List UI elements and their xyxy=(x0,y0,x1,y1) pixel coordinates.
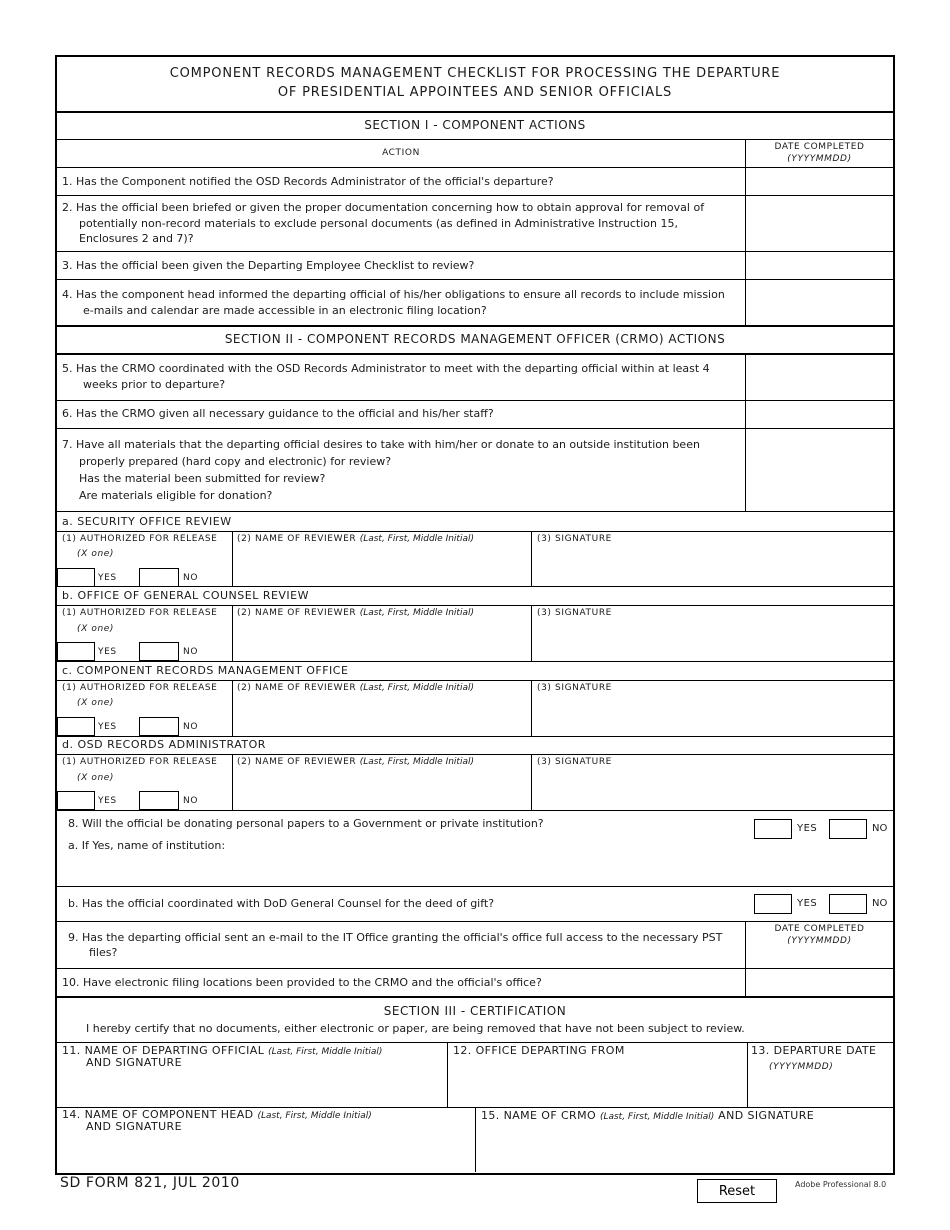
field-13-label: 13. DEPARTURE DATE xyxy=(751,1044,877,1057)
signature-field[interactable] xyxy=(533,622,891,660)
date-column-header: DATE COMPLETED xyxy=(774,142,865,152)
question-5-line1: 5. Has the CRMO coordinated with the OSD Records Administrator to meet with the departing official within at least 4 xyxy=(62,362,710,375)
q8-yes-checkbox[interactable] xyxy=(754,819,792,839)
divider xyxy=(57,251,893,252)
divider xyxy=(57,111,893,113)
form-number: SD FORM 821, JUL 2010 xyxy=(60,1175,240,1191)
no-checkbox[interactable] xyxy=(139,642,179,661)
field-14-format: (Last, First, Middle Initial) xyxy=(257,1111,372,1121)
software-version: Adobe Professional 8.0 xyxy=(795,1180,887,1189)
field-15-format: (Last, First, Middle Initial) xyxy=(599,1112,715,1122)
date-format-hint: (YYYYMMDD) xyxy=(787,154,852,164)
divider xyxy=(57,511,893,512)
certification-text: I hereby certify that no documents, either electronic or paper, are being removed that have not been subject to review. xyxy=(86,1022,745,1035)
review-title: d. OSD RECORDS ADMINISTRATOR xyxy=(62,738,266,751)
field-14-label-line2: AND SIGNATURE xyxy=(86,1120,182,1133)
reviewer-name-field[interactable] xyxy=(234,697,530,735)
yes-label: YES xyxy=(98,722,117,732)
divider xyxy=(57,754,893,755)
reviewer-label-text: (2) NAME OF REVIEWER xyxy=(237,683,357,693)
x-one-hint: (X one) xyxy=(77,624,114,634)
authorized-label: (1) AUTHORIZED FOR RELEASE xyxy=(62,608,218,618)
field-13-format: (YYYYMMDD) xyxy=(769,1062,834,1072)
yes-checkbox[interactable] xyxy=(57,791,95,810)
no-checkbox[interactable] xyxy=(139,791,179,810)
question-4-line1: 4. Has the component head informed the departing official of his/her obligations to ensure all records to include mission xyxy=(62,288,725,301)
signature-field[interactable] xyxy=(533,771,891,809)
column-rule xyxy=(232,754,233,810)
question-5-line2: weeks prior to departure? xyxy=(83,378,226,391)
question-2-line3: Enclosures 2 and 7)? xyxy=(79,232,194,245)
date-column-rule xyxy=(745,353,746,511)
divider xyxy=(57,167,893,168)
yes-label: YES xyxy=(98,647,117,657)
question-7-line1: 7. Have all materials that the departing official desires to take with him/her or donate to an outside institution been xyxy=(62,438,700,451)
divider xyxy=(57,996,893,998)
question-9-line1: 9. Has the departing official sent an e-mail to the IT Office granting the official's office full access to the necessary PST xyxy=(68,931,723,944)
reviewer-name-field[interactable] xyxy=(234,622,530,660)
q8-no-checkbox[interactable] xyxy=(829,819,867,839)
signature-field[interactable] xyxy=(533,548,891,585)
crmo-name-field[interactable] xyxy=(478,1126,890,1170)
q8-yes-label: YES xyxy=(797,823,818,834)
section3-heading: SECTION III - CERTIFICATION xyxy=(383,1004,567,1018)
reset-button[interactable]: Reset xyxy=(697,1179,777,1203)
departing-official-field[interactable] xyxy=(60,1072,444,1106)
field-15-title: 15. NAME OF CRMO xyxy=(481,1109,597,1122)
divider xyxy=(57,428,893,429)
component-head-field[interactable] xyxy=(60,1136,472,1170)
q8b-no-checkbox[interactable] xyxy=(829,894,867,914)
reviewer-format-hint: (Last, First, Middle Initial) xyxy=(359,683,474,693)
institution-name-field[interactable] xyxy=(240,838,880,882)
reviewer-name-label xyxy=(237,682,474,694)
divider xyxy=(57,680,893,681)
no-label: NO xyxy=(183,573,199,583)
divider xyxy=(57,605,893,606)
departure-date-field[interactable] xyxy=(750,1076,890,1106)
review-title: a. SECURITY OFFICE REVIEW xyxy=(62,515,232,528)
authorized-label: (1) AUTHORIZED FOR RELEASE xyxy=(62,534,218,544)
reviewer-name-label xyxy=(237,533,474,545)
question-2-line2: potentially non-record materials to exclude personal documents (as defined in Administrative Instruction 15, xyxy=(79,217,678,230)
divider xyxy=(57,661,893,662)
q8-no-label: NO xyxy=(872,823,888,834)
divider xyxy=(57,531,893,532)
question-8: 8. Will the official be donating personal papers to a Government or private institution? xyxy=(68,817,544,830)
date-column-rule xyxy=(745,139,746,325)
column-rule xyxy=(232,680,233,736)
divider xyxy=(57,325,893,327)
x-one-hint: (X one) xyxy=(77,549,114,559)
q8b-no-label: NO xyxy=(872,898,888,909)
reviewer-name-field[interactable] xyxy=(234,771,530,809)
field-11-format: (Last, First, Middle Initial) xyxy=(268,1047,383,1057)
section1-heading: SECTION I - COMPONENT ACTIONS xyxy=(364,118,586,132)
authorized-label: (1) AUTHORIZED FOR RELEASE xyxy=(62,757,218,767)
divider xyxy=(57,195,893,196)
no-label: NO xyxy=(183,722,199,732)
divider xyxy=(57,400,893,401)
reviewer-format-hint: (Last, First, Middle Initial) xyxy=(359,757,474,767)
section2-heading: SECTION II - COMPONENT RECORDS MANAGEMENT OFFICER (CRMO) ACTIONS xyxy=(224,332,726,346)
office-departing-field[interactable] xyxy=(450,1060,744,1106)
field-12-label: 12. OFFICE DEPARTING FROM xyxy=(453,1044,625,1057)
question-7-line2: properly prepared (hard copy and electronic) for review? xyxy=(79,455,392,468)
reviewer-name-label xyxy=(237,756,474,768)
signature-field[interactable] xyxy=(533,697,891,735)
signature-label: (3) SIGNATURE xyxy=(537,757,612,767)
no-label: NO xyxy=(183,647,199,657)
divider xyxy=(57,921,893,922)
question-10: 10. Have electronic filing locations been provided to the CRMO and the official's office? xyxy=(62,976,542,989)
yes-checkbox[interactable] xyxy=(57,642,95,661)
form-title-line1: COMPONENT RECORDS MANAGEMENT CHECKLIST FOR PROCESSING THE DEPARTURE xyxy=(169,66,781,81)
field-14-title: 14. NAME OF COMPONENT HEAD xyxy=(62,1108,254,1121)
column-rule xyxy=(232,531,233,586)
column-rule xyxy=(475,1107,476,1172)
divider xyxy=(57,886,893,887)
question-8b: b. Has the official coordinated with DoD General Counsel for the deed of gift? xyxy=(68,897,495,910)
signature-label: (3) SIGNATURE xyxy=(537,534,612,544)
question-7-line4: Are materials eligible for donation? xyxy=(79,489,273,502)
column-rule xyxy=(531,605,532,661)
no-checkbox[interactable] xyxy=(139,717,179,736)
date-column-header: DATE COMPLETED xyxy=(774,924,865,934)
column-rule xyxy=(747,1042,748,1107)
no-label: NO xyxy=(183,796,199,806)
reviewer-label-text: (2) NAME OF REVIEWER xyxy=(237,608,357,618)
reviewer-format-hint: (Last, First, Middle Initial) xyxy=(359,534,474,544)
question-8a: a. If Yes, name of institution: xyxy=(68,839,226,852)
no-checkbox[interactable] xyxy=(139,568,179,587)
signature-label: (3) SIGNATURE xyxy=(537,683,612,693)
question-1: 1. Has the Component notified the OSD Records Administrator of the official's departure? xyxy=(62,175,554,188)
column-rule xyxy=(531,531,532,586)
question-2-line1: 2. Has the official been briefed or given the proper documentation concerning how to obtain approval for removal of xyxy=(62,201,705,214)
column-rule xyxy=(531,754,532,810)
signature-label: (3) SIGNATURE xyxy=(537,608,612,618)
form-title-line2: OF PRESIDENTIAL APPOINTEES AND SENIOR OFFICIALS xyxy=(277,85,673,100)
yes-label: YES xyxy=(98,573,117,583)
question-4-line2: e-mails and calendar are made accessible in an electronic filing location? xyxy=(83,304,487,317)
reviewer-format-hint: (Last, First, Middle Initial) xyxy=(359,608,474,618)
question-9-line2: files? xyxy=(89,946,118,959)
column-rule xyxy=(232,605,233,661)
column-rule xyxy=(447,1042,448,1107)
field-15-suffix: AND SIGNATURE xyxy=(718,1109,815,1122)
field-11-title: 11. NAME OF DEPARTING OFFICIAL xyxy=(62,1044,265,1057)
column-rule xyxy=(531,680,532,736)
review-title: b. OFFICE OF GENERAL COUNSEL REVIEW xyxy=(62,589,310,602)
x-one-hint: (X one) xyxy=(77,698,114,708)
date-format-hint: (YYYYMMDD) xyxy=(787,936,852,946)
divider xyxy=(57,586,893,587)
question-3: 3. Has the official been given the Departing Employee Checklist to review? xyxy=(62,259,475,272)
q8b-yes-checkbox[interactable] xyxy=(754,894,792,914)
question-6: 6. Has the CRMO given all necessary guidance to the official and his/her staff? xyxy=(62,407,494,420)
divider xyxy=(57,353,893,355)
reviewer-label-text: (2) NAME OF REVIEWER xyxy=(237,534,357,544)
yes-label: YES xyxy=(98,796,117,806)
reviewer-label-text: (2) NAME OF REVIEWER xyxy=(237,757,357,767)
reviewer-name-field[interactable] xyxy=(234,548,530,585)
reviewer-name-label xyxy=(237,607,474,619)
review-title: c. COMPONENT RECORDS MANAGEMENT OFFICE xyxy=(62,664,349,677)
yes-checkbox[interactable] xyxy=(57,568,95,587)
field-11-label-line2: AND SIGNATURE xyxy=(86,1056,182,1069)
question-7-line3: Has the material been submitted for review? xyxy=(79,472,326,485)
divider xyxy=(57,139,893,140)
divider xyxy=(57,968,893,969)
divider xyxy=(57,279,893,280)
x-one-hint: (X one) xyxy=(77,773,114,783)
field-15-label xyxy=(481,1108,814,1125)
authorized-label: (1) AUTHORIZED FOR RELEASE xyxy=(62,683,218,693)
action-column-header: ACTION xyxy=(382,148,420,158)
yes-checkbox[interactable] xyxy=(57,717,95,736)
q8b-yes-label: YES xyxy=(797,898,818,909)
divider xyxy=(57,810,893,811)
